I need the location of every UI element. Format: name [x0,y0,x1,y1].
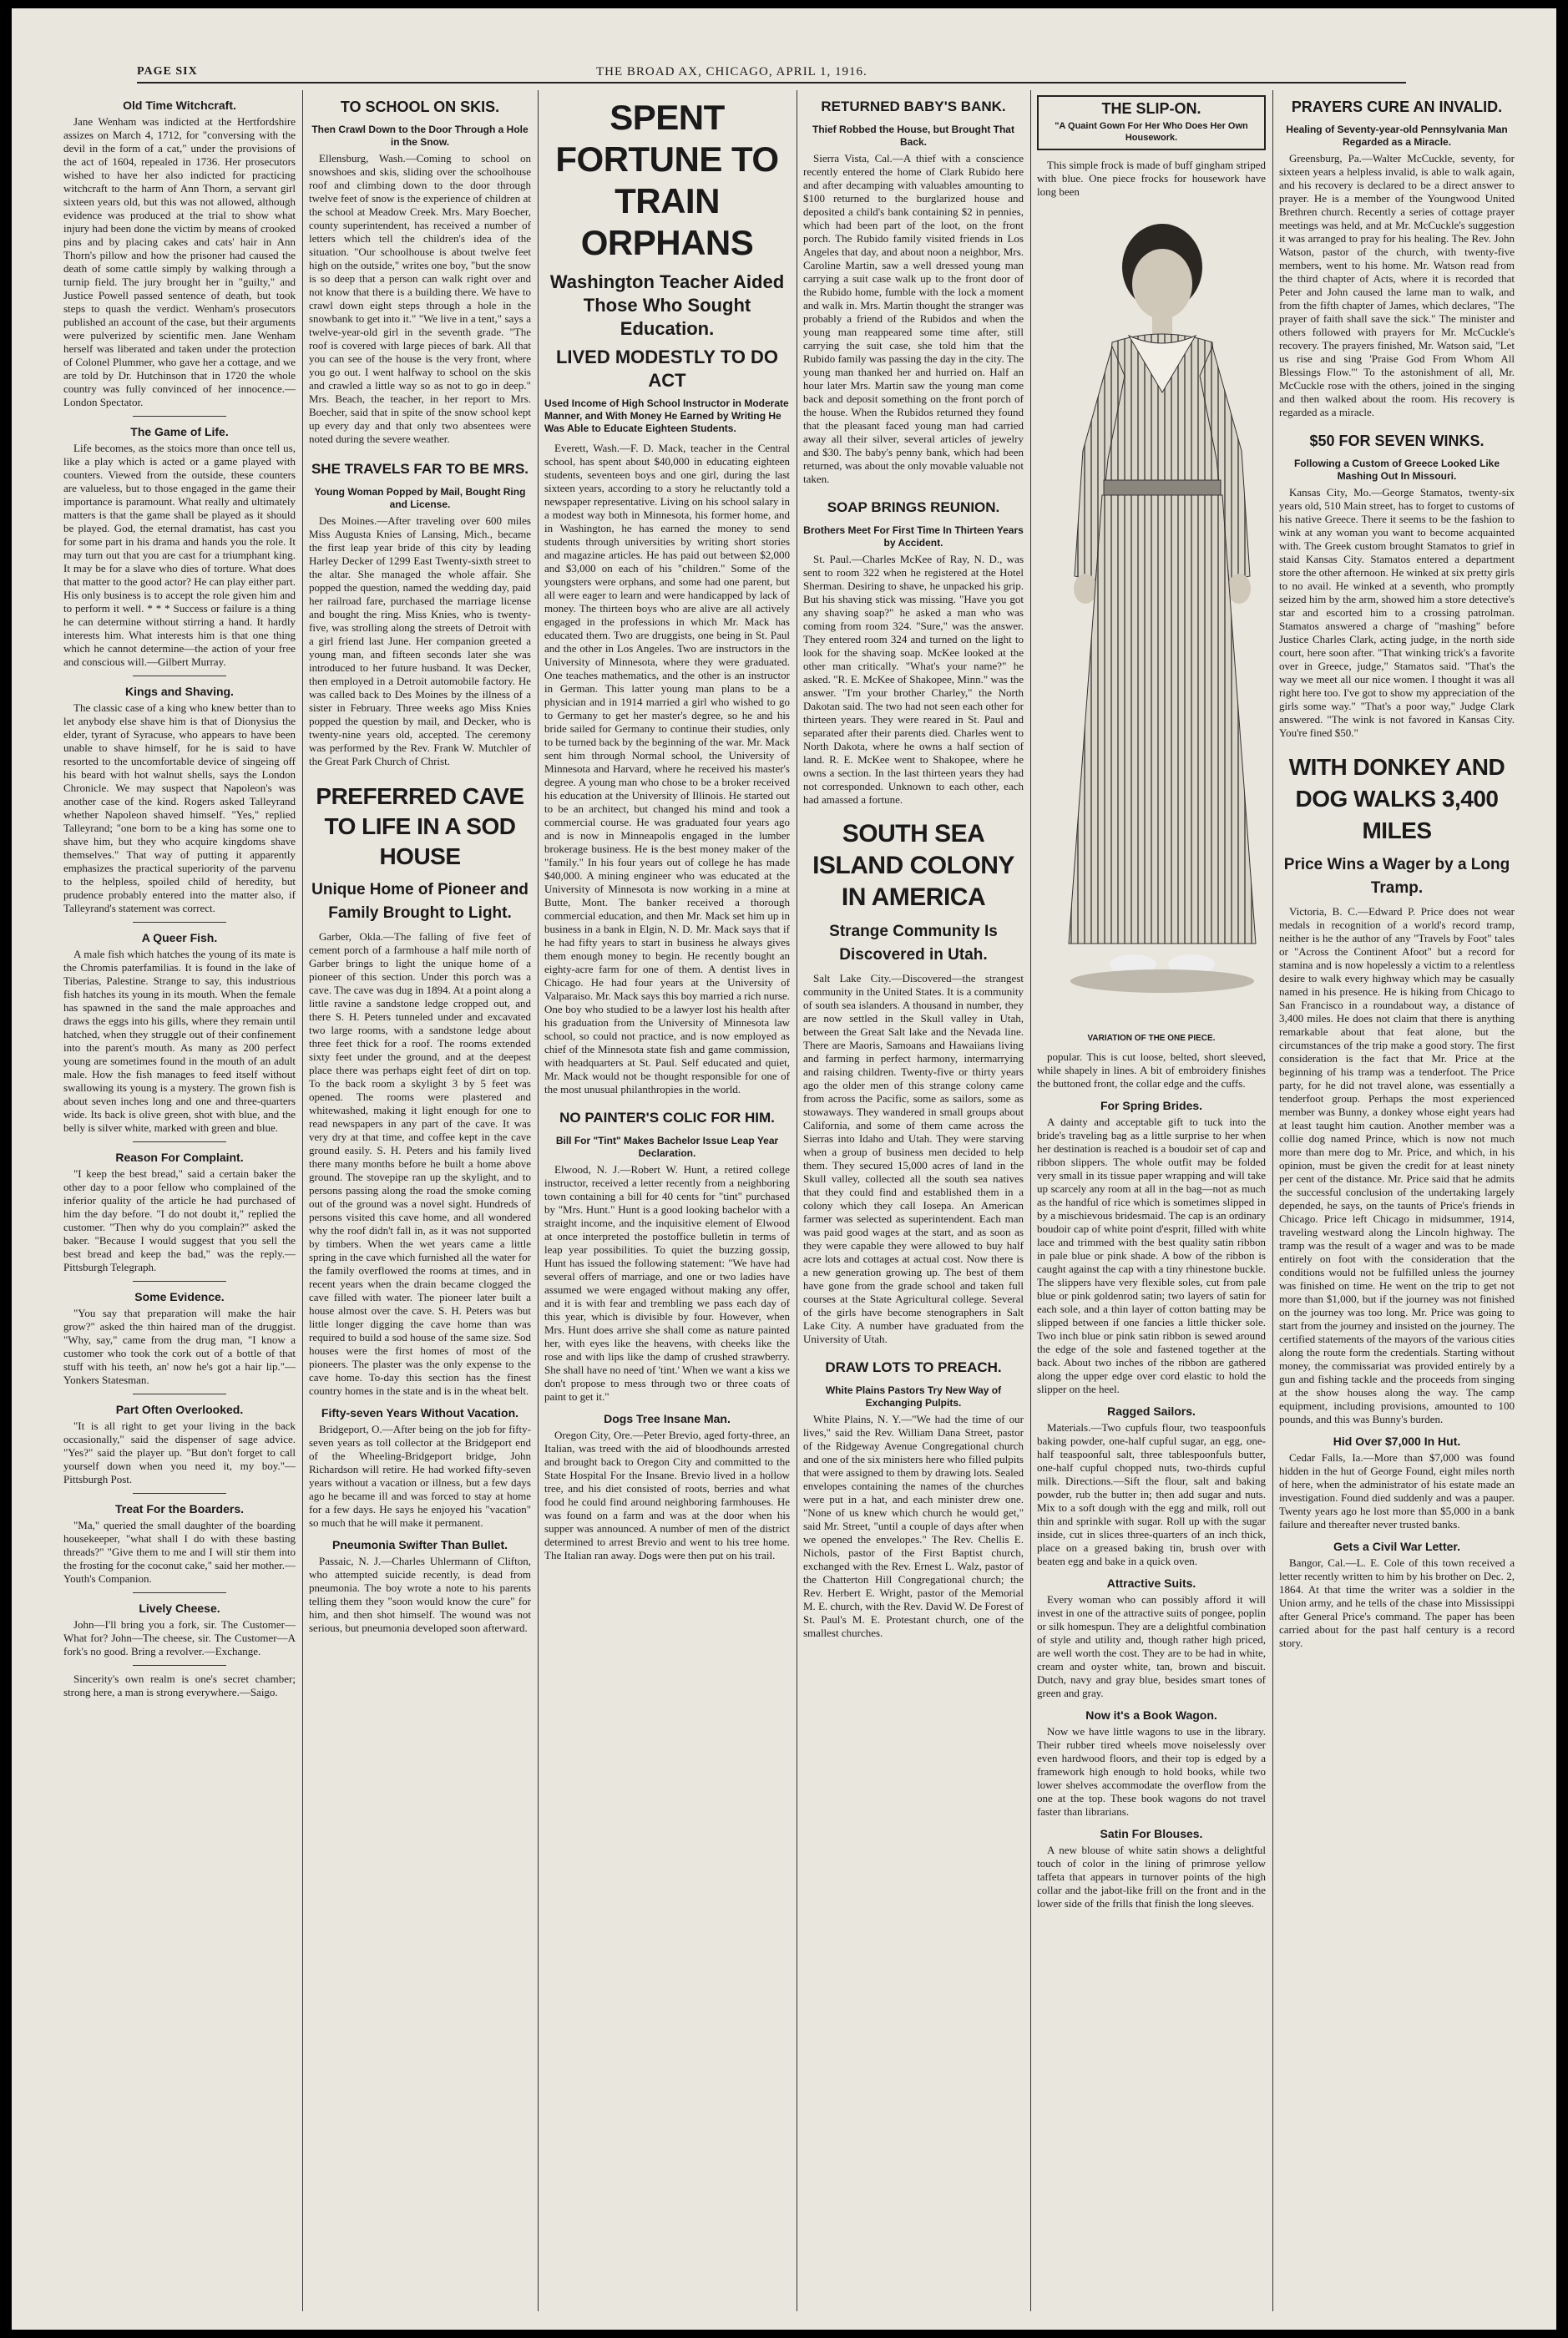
headline: NO PAINTER'S COLIC FOR HIM. [559,1110,775,1126]
article-title: A Queer Fish. [141,931,218,944]
subheadline: Unique Home of Pioneer and Family Brought to Light. [311,881,529,922]
article-body: Materials.—Two cupfuls flour, two teaspoonfuls baking powder, one-half cupful sugar, an egg, one-half teaspoonful salt, three tablespoonfuls butter, one-half cupful chopped nuts, two-thirds cupful milk. Directions.—Sift the flour, salt and baking powder, rub the butter in; then add sugar and nuts. Mix to a soft dough with the egg and milk, roll out thin and sprinkle with sugar. Roll up with the sugar inside, cut in slices three-quarters of an inch thick, place on a greased baking tin, brush over with beaten egg and bake in a quick oven. [1037,1421,1266,1567]
article-title: Satin For Blouses. [1100,1827,1203,1840]
column-2 [309,90,531,2320]
article-title: Part Often Overlooked. [115,1403,244,1416]
deck: Then Crawl Down to the Door Through a Hole in the Snow. [311,124,529,148]
article-body: John—I'll bring you a fork, sir. The Customer—What for? John—The cheese, sir. The Customer—A fork's no good. Bring a revolver.—Exchange. [63,1618,296,1657]
figure-caption: VARIATION OF THE ONE PIECE. [1087,1034,1216,1043]
headline: DRAW LOTS TO PREACH. [825,1359,1002,1375]
article-body: A male fish which hatches the young of its mate is the Chromis paterfamilias. It is found in the lake of Tiberias, Palestine. Strange to say, this industrious fish hatches its young in its mouth. When the female has spawned in the sand the male approaches and draws the eggs into his gills, where they remain until hatched, when they struggle out of their confinement into the parent's mouth. As many as 200 perfect young are sometimes found in the mouth of an adult male. How the fish manages to feed itself without swallowing its young is a mystery. The grown fish is about seven inches long and one and three-quarters wide. Its back is olive green, shot with blue, and the belly is silver white, marked with green and blue. [63,948,296,1134]
article-body: White Plains, N. Y.—"We had the time of our lives," said the Rev. William Dana Street, pastor of the Ridgeway Avenue Congregational church and one of the six ministers here who filled pulpits that were assigned to them by drawing lots. Sealed envelopes containing the names of the churches were put in a hat, and each minister drew one. "None of us knew which church he would get," said Mr. Street, "until a couple of days after when we opened the envelopes." The Rev. Chellis E. Nichols, pastor of the First Baptist church, exchanged with the Rev. Ernest L. Walz, pastor of the Chatterton Hill Congregational church; the Rev. Herbert E. Wright, pastor of the Memorial M. E. church, with the Rev. David W. De Forest of St. Paul's M. E. Protestant church, one of the smallest churches. [803,1413,1024,1639]
deck: Young Woman Popped by Mail, Bought Ring and License. [314,486,526,510]
deck: White Plains Pastors Try New Way of Exchanging Pulpits. [825,1384,1002,1409]
deck: Thief Robbed the House, but Brought That Back. [812,124,1014,148]
article-title: Some Evidence. [134,1290,225,1303]
deck: Used Income of High School Instructor in Moderate Manner, and With Money He Earned by Writing He Was Able to Educate Eighteen Students. [544,397,789,434]
article-title: Old Time Witchcraft. [123,99,236,112]
article-body: Now we have little wagons to use in the library. Their rubber tired wheels move noiselessly over even hardwood floors, and their top is edged by a framework high enough to hold books, while two lower shelves accommodate the overflow from the one at the top. These book wagons do not travel faster than librarians. [1037,1725,1266,1818]
subheadline: Price Wins a Wager by a Long Tramp. [1283,856,1510,897]
headline: SPENT FORTUNE TO TRAIN ORPHANS [555,98,779,262]
woman-in-dress-image [1037,209,1266,1027]
article-body: "You say that preparation will make the hair grow?" asked the thin haired man of the druggist. "Why, say," came from the drug man, "I know a customer who took the cork out of a bottle of that stuff with his teeth, an' now he's got a hair lip."—Yonkers Statesman. [63,1307,296,1386]
article-title: Lively Cheese. [139,1602,220,1615]
headline: WITH DONKEY AND DOG WALKS 3,400 MILES [1288,754,1505,843]
divider [133,1141,225,1142]
article-body: Bangor, Cal.—L. E. Cole of this town received a letter recently written to him by his brother on Dec. 2, 1864. At that time the writer was a soldier in the Union army, and he tells of the chase into Mississippi after General Price's command. The paper has been carried about for the past half century is a record story. [1279,1556,1515,1649]
article-title: Dogs Tree Insane Man. [604,1412,731,1425]
article-body: Passaic, N. J.—Charles Uhlermann of Clifton, who attempted suicide recently, is dead from pneumonia. The boy wrote a note to his parents telling them they "soon would know the cure" for him, and then shot himself. The wound was not serious, but pneumonia developed soon afterward. [309,1555,531,1634]
headline: RETURNED BABY'S BANK. [821,99,1006,114]
divider [133,922,225,923]
divider [133,1592,225,1593]
headline: THE SLIP-ON. [1101,100,1201,117]
article-title: Hid Over $7,000 In Hut. [1333,1435,1461,1448]
page-number: PAGE SIX [137,65,198,78]
column-rule [538,90,539,2311]
article-body: Elwood, N. J.—Robert W. Hunt, a retired college instructor, received a letter recently from a neighboring town containing a bill for 40 cents for "tint" purchased by "Mrs. Hunt." Hunt is a good looking bachelor with a straight income, and the inquisitive element of Elwood at once interpreted the postoffice bulletin in terms of leap year possibilities. To quiet the buzzing gossip, Hunt has issued the following statement: "We have had several offers of marriage, and one or two ladies have assumed we were engaged without making any offer, and it is with fear and trembling we pass each day of this year, which is divisible by four. However, when Mrs. Hunt does arrive she shall come as nature painted her, with eyes like the heavens, with cheeks like the rose and with lips like the damp of crushed strawberry. She shall have no need of 'tint.' When we want a kiss we don't propose to mess through two or three coats of paint to get it." [544,1163,790,1403]
deck: Bill For "Tint" Makes Bachelor Issue Leap Year Declaration. [555,1135,779,1159]
article-title: Kings and Shaving. [125,685,234,698]
masthead [12,8,1556,78]
article-body: A dainty and acceptable gift to tuck into the bride's traveling bag as a little surprise to her when her destination is reached is a boudoir set of cap and ribbon slippers. The whole outfit may be folded very small in its tissue paper wrapping and will take up scarcely any room at all in the bag—not as much as the handful of rice which is sometimes slipped in by a mischievous bridesmaid. The cap is an ordinary boudoir cap of white point d'esprit, filled with white lace and trimmed with the best quality satin ribbon in pale blue or pink shade. A bow of the ribbon is caught against the cap with a tiny rhinestone buckle. The slippers have very flexible soles, cut from pale blue or pink goldenrod satin; two layers of satin for each sole, and a thin layer of cotton batting may be slipped between if one fancies a little thicker sole. Two inch blue or pink satin ribbon is sewed around the edge of the sole and fastened together at the back. About two inches of the ribbon are gathered along the upper edge over cord elastic to hold the slipper on the heel. [1037,1116,1266,1395]
article-title: Pneumonia Swifter Than Bullet. [331,1538,508,1551]
article-body: Salt Lake City.—Discovered—the strangest community in the United States. It is a community of south sea islanders. A thousand in number, they are now settled in the Skull valley in Utah, between the Great Salt lake and the Nevada line. There are Maoris, Samoans and Hawaiians living and farming in perfect harmony, intermarrying and raising children. Twenty-five or thirty years ago the older men of this strange colony came from across the Pacific, some as sailors, some as stowaways. They wandered in small groups about California, and some of them came across the Sierras into Idaho and Utah. They were starving when a group of business men decided to help them. They secured 15,000 acres of land in the Skull valley, collected all the south sea natives that they could find and established them in a colony which they call Iosepa. An American farmer was selected as superintendent. Each man was paid good wages at the start, and as soon as they were capable they were allowed to buy half acre lots and cottages at actual cost. Now there is a new generation growing up. The best of them have gone from the grade school and taken full courses at the State Agricultural college. Several of the girls have become stenographers in Salt Lake City. A number have graduated from the University of Utah. [803,972,1024,1345]
article-body: "Ma," queried the small daughter of the boarding housekeeper, "what shall I do with these basting threads?" "Give them to me and I will stir them into the frosting for the coconut cake," said her mother.—Youth's Companion. [63,1519,296,1585]
article-title: The Game of Life. [130,425,229,438]
headline: $50 FOR SEVEN WINKS. [1309,433,1485,449]
article-title: Attractive Suits. [1106,1576,1196,1590]
article-body: popular. This is cut loose, belted, short sleeved, while shapely in lines. A bit of embroidery finishes the buttoned front, the collar edge and the cuffs. [1037,1050,1266,1090]
column-4 [803,90,1024,2320]
article-body: Kansas City, Mo.—George Stamatos, twenty-six years old, 510 Main street, has to forget to customs of his native Greece. There it seems to be the fashion to wink at any woman you want to become acquainted with. The Greek custom brought Stamatos to grief in staid Kansas City. Stamatos entered a department store the other afternoon. He winked at six pretty girls to no avail. He winked at a seventh, who promptly seized him by the arm, showed him a store detective's star and escorted him to a crossing patrolman. Stamatos answered a charge of "mashing" before Justice Charles Clark, acting judge, in the north side court, here soon after. "That winking trick's a favorite over in Greece, judge," Stamatos said. "That's the way we meet all our nice women. I thought it was all right here too. I've got to show my appreciation of the girls some way." "That's a poor way," Judge Clark answered. "The wink is not favored in Kansas City. You're fined $50." [1279,486,1515,739]
column-rule [1272,90,1273,2311]
headline: PRAYERS CURE AN INVALID. [1291,99,1503,115]
column-1 [63,90,296,2320]
article-body: Garber, Okla.—The falling of five feet of cement porch of a farmhouse a half mile north of Garber brings to light the unique home of a pioneer of this section. Under this porch was a cave. The cave was dug in 1894. At a point along a little ravine a sandstone ledge cropped out, and there S. H. Peters tunneled under and excavated two large rooms, with a sandstone ledge about three feet thick for a roof. The rooms extended sixty feet under the ground, and at the deepest place there was perhaps eight feet of dirt on top. To the back room a skylight 3 by 5 feet was opened. The rooms were plastered and whitewashed, making it light enough for one to read newspapers in any part of the cave. It was very dry at that time, and coffee kept in the cave ground easily. S. H. Peters and his family lived there many months before he built a home above ground. The stovepipe ran up the skylight, and to persons passing along the road the smoke coming out of the ground was a novel sight. Hundreds of persons visited this cave home, and all wondered why the roof didn't fall in, as it was not supported by timbers. When the wet years came a little spring in the cave which furnished all the water for the family overflowed the rooms at times, and in recent years when the drain became clogged the cave filled with water. The pioneer later built a house almost over the cave. S. H. Peters was but little longer digging the cave home than was required to build a sod house of the same size. Sod houses were the first homes of most of the pioneers. The plaster was the only expense to the cave home. To-day this section has the finest country homes in the state and is in the wheat belt. [309,930,531,1397]
headline: PREFERRED CAVE TO LIFE IN A SOD HOUSE [316,783,524,869]
deck: Following a Custom of Greece Looked Like Mashing Out In Missouri. [1293,458,1500,482]
article-body: Cedar Falls, Ia.—More than $7,000 was found hidden in the hut of George Found, eight miles north of here, when the administrator of his estate made an investigation. Found died suddenly and was a pauper. Twenty years ago he lost more than $5,000 in a bank failure and thereafter never trusted banks. [1279,1451,1515,1531]
article-body: Des Moines.—After traveling over 600 miles Miss Augusta Knies of Lansing, Mich., became the first leap year bride of this city by leading Harley Decker of 1299 East Twenty-sixth street to the altar. She managed the whole affair. She popped the question, named the wedding day, paid her railroad fare, purchased the marriage license and bought the ring. Miss Knies, who is twenty-five, was strolling along the streets of Detroit with a girl friend last June. Her companion greeted a young man, and fifteen seconds later she was introduced to her future husband. It was Decker, then employed in a Detroit automobile factory. He was called back to Des Moines by the illness of a sister in February. Three weeks ago Miss Knies popped the question by mail, and Decker, who is twenty-nine years old, accepted. The ceremony was performed by the Rev. Frank W. Mutchler of the Great Park Church of Christ. [309,514,531,767]
article-body: "It is all right to get your living in the back occasionally," said the dispenser of sage advice. "Yes?" said the player up. "But don't forget to call yourself down when you need it, my boy."—Pittsburgh Post. [63,1420,296,1485]
article-body: The classic case of a king who knew better than to let anybody else shave him is that of Dionysius the elder, tyrant of Syracuse, who appears to have been unable to shave himself, for he is said to have resorted to the uncomfortable device of singeing off his beard with hot walnut shells, says the London Chronicle. We may suspect that Napoleon's was another case of the kind. Rogers asked Talleyrand whether Napoleon shaved himself. "Yes," replied Talleyrand; "one born to be a king has some one to shave him, but they who acquire kingdoms shave themselves." That way of putting it apparently emphasizes the practical superiority of the parvenu to the helpless, spoiled child of heredity, but prudence probably entered into the matter also, if Talleyrand's statement was correct. [63,701,296,914]
subheadline: LIVED MODESTLY TO DO ACT [555,347,779,391]
boxed-header [1037,95,1266,150]
column-3 [544,90,790,2320]
article-title: Ragged Sailors. [1107,1404,1196,1418]
subheadline: Strange Community Is Discovered in Utah. [829,923,998,964]
article-title: Reason For Complaint. [115,1151,244,1164]
article-body: "I keep the best bread," said a certain baker the other day to a poor fellow who complained of the inferior quality of the article he had purchased of him the day before. "I do not doubt it," replied the customer. "Then why do you complain?" asked the baker. "Because I would suggest that you sell the best bread and keep the bad," was the reply.—Pittsburgh Telegraph. [63,1167,296,1273]
divider [133,1493,225,1494]
headline: SHE TRAVELS FAR TO BE MRS. [311,461,529,477]
article-body: St. Paul.—Charles McKee of Ray, N. D., was sent to room 322 when he registered at the Hotel Sherman. Desiring to shave, he unpacked his grip. But his shaving stick was missing. "Have you got any shaving soap?" he asked a man who was coming from room 324. "Sure," was the answer. They entered room 324 and turned on the light to look for the shaving soap. McKee looked at the other man critically. "What's your name?" he asked. "R. E. McKee of Shakopee, Minn." was the answer. "I'm your brother Charley," the North Dakotan said. The two had not seen each other for thirteen years. They were reared in St. Paul and separated after their parents died. Charles went to North Dakota, where he owns a half section of land. R. E. McKee went to Shakopee, where he owns a section. In the last thirteen years they had not corresponded. Unknown to each other, each had amassed a fortune. [803,553,1024,806]
article-title: Now it's a Book Wagon. [1085,1708,1217,1722]
deck: Brothers Meet For First Time In Thirteen Years by Accident. [803,524,1024,549]
article-body: Victoria, B. C.—Edward P. Price does not wear medals in recognition of a world's record tramp, neither is he the author of any "Travels by Foot" tales or "Across the Continent Afoot" but a record for stamina and is now hopelessly a victim to a relentless desire to walk every highway which may be casually named in his presence. He is hiking from Chicago to San Francisco in a roundabout way, a distance of 3,400 miles. He does not claim that there is anything remarkable about that feat alone, but the circumstances of the trip make a good story. The first consideration is the fact that Mr. Price at the beginning of his tramp was a tenderfoot. The Price party, for he did not travel alone, was essentially a tenderfoot group. Perhaps the most experienced member was Bunny, a donkey whose eight years had at least taught him caution. Another member was a collie dog named Prince, which is now not much more than mere dog to Mr. Price, and which, in his opinion, must be given the credit for at least ninety per cent of the distance. Mr. Price said that he admits the successful conclusion of the undertaking largely depended, he says, on the taunts of Price's friends in Chicago. Price left Chicago in midsummer, 1914, traveling westward along the Lincoln highway. The tramp was the result of a wager and was to be made entirely on foot with the consideration that the conditions would not be fulfilled unless the journey was finished on time. He went on the trip to get not more than $1,000, but if the journey was not finished on the journey was too long. Mr. Price was going to start from the journey and insisted on the journey. The certified statements of the mayors of the various cities along the route form the credentials. Starting without money, the commissariat was provided entirely by a gun and fishing tackle and the proceeds from singing at the show houses along the way. The camp equipment, including provisions, amounted to 100 pounds, and this was Bunny's burden. [1279,905,1515,1425]
article-body: Bridgeport, O.—After being on the job for fifty-seven years as toll collector at the Bridgeport end of the Wheeling-Bridgeport bridge, John Richardson will retire. He had worked fifty-seven years without a vacation or illness, but a few days ago he became ill and was forced to stay at home for a few days. He says he enjoyed his "vacation" so much that he will make it permanent. [309,1423,531,1529]
article-title: Treat For the Boarders. [114,1502,245,1516]
paper-dateline: THE BROAD AX, CHICAGO, APRIL 1, 1916. [596,65,867,78]
headline: TO SCHOOL ON SKIS. [340,99,500,115]
dress-illustration [1037,209,1266,1027]
deck: "A Quaint Gown For Her Who Does Her Own Housework. [1055,121,1248,143]
article-body: Every woman who can possibly afford it will invest in one of the attractive suits of pongee, poplin or silk homespun. They are a delightful combination of style and utility and, though rather high priced, are well worth the cost. They are to be had in white, cream and oyster white, tan, brown and biscuit. Dutch, navy and gray blue, besides smart tones of green and gray. [1037,1593,1266,1699]
divider [133,1665,225,1666]
article-body: Sincerity's own realm is one's secret chamber; strong here, a man is strong everywhere.—Saigo. [63,1673,296,1698]
column-5 [1037,90,1266,2320]
article-body: Everett, Wash.—F. D. Mack, teacher in the Central school, has spent about $40,000 in educating eighteen students, seventeen boys and one girl, during the last sixteen years, according to a story he reluctantly told a newspaper representative. Living on his school salary in a modest way both in Minnesota, his former home, and in Washington, he has earned the money to send students through universities by writing short stories and magazine articles. He has paid out between $2,000 and $3,000 on each of his "children." Some of the youngsters were orphans, and some had one parent, but all were eager to learn and were handicapped by lack of money. The thirteen boys who are alive are all actively engaged in the professions in which Mr. Mack has educated them. Two are druggists, one being in St. Paul and the other in Los Angeles. Two are instructors in the University of Minnesota, where they were graduated. One teaches mathematics, and the other is an instructor in German. This latter young man plans to be a physician and in 1914 married a girl who wished to go to Germany to get her master's degree, so he and his bride sailed for Germany to continue their studies, only to be turned back by the beginning of the war. Mr. Mack sent him through Normal school, the University of Minnesota and Harvard, where he received his master's degree. A young man who chose to be a broker received his education at the University of Illinois. He started out to be an architect, but changed his mind and took a commercial course. He was graduated four years ago and is now in Minneapolis engaged in the lumber brokerage business. He is the best money maker of the "family." In his four years out of college he has made $40,000. A mining engineer who was educated at the University of Minnesota is now working in a mine at Butte, Mont. The banker received a thorough commercial education, and then Mr. Mack set him up in business in a bank in Elgin, N. D. Mr. Mack says that if he had fifty years to start in business he always gives them enough money to begin. He recently bought an eighty-acre farm for one of them. A dentist lives in Chicago. He had four years at the University of Valparaiso. Mr. Mack says this boy married a rich nurse. One boy who studied to be a lawyer lost his health after his graduation from the University of Minnesota law school, so could not practice, and is now employed as chief of the Minnesota state fish and game commission, with headquarters at St. Paul. Self educated and quiet, Mr. Mack would not be thought responsible for one of the most unusual philanthropies in the world. [544,442,790,1096]
headline: SOUTH SEA ISLAND COLONY IN AMERICA [812,820,1014,911]
article-body: Sierra Vista, Cal.—A thief with a conscience recently entered the home of Clark Rubido here and after decamping with valuables amounting to $100 returned to the burglarized house and deposited a child's bank containing $2 in pennies, which had been part of the loot, on the front porch. The Rubido family visited friends in Los Angeles that day, and about noon a neighbor, Mrs. Caroline Martin, saw a well dressed young man carrying a suit case walk up to the front door of the Rubido home, fumble with the lock a moment and walk in. Mrs. Martin thought the stranger was probably a friend of the Rubidos and when the young man reappeared some time after, still carrying the suit case, she told him that the Rubido family was passing the day in the city. The young man thanked her and hurried on. Half an hour later Mrs. Martin saw the young man come back and deposit something on the front porch of the house. When the Rubidos returned they found that the pleasant faced young man had carried away all their silver, several articles of jewelry and $30. The baby's penny bank, which had been returned, was about the only movable valuable not taken. [803,152,1024,485]
column-rule [1030,90,1031,2311]
article-title: For Spring Brides. [1100,1099,1203,1112]
deck: Healing of Seventy-year-old Pennsylvania Man Regarded as a Miracle. [1286,124,1508,148]
article-body: Jane Wenham was indicted at the Hertfordshire assizes on March 4, 1712, for "conversing with the devil in the form of a cat," under the provisions of the act of 1604, repealed in 1736. Her prosecutors wished to have her also indicted for practicing witchcraft to the harm of Ann Thorn, a servant girl sixteen years old, but this was not allowed, although evidence was produced at the trial to show what injury had been done the victim by means of crooked pins and by placing cakes and cats' hair in Ann Thorn's pillow and how the prisoner had caused the death of some cattle simply by walking through a turnip field. The jury brought her in "guilty," and Justice Powell passed sentence of death, but took steps to quash the verdict. Wenham's prosecutors published an account of the case, but their arguments were pulverized by scientific men. Jane Wenham herself was liberated and taken under the protection of Colonel Plummer, who gave her a cottage, and we are told by Dr. Hutchinson that in 1720 the whole country was fully convinced of her innocence.—London Spectator. [63,115,296,408]
column-rule [302,90,303,2311]
article-body: Greensburg, Pa.—Walter McCuckle, seventy, for sixteen years a helpless invalid, is able to walk again, and his recovery is declared to be a direct answer to prayer. He is a member of the Youngwood United Brethren church. Recently a series of cottage prayer meetings was held, and at Mr. McCuckle's suggestion it was arranged to pray for his healing. The Rev. John Watson, pastor of the church, with twenty-five members, went to his home. Mr. Watson read from the third chapter of Acts, where it is recorded that Peter and John caused the lame man to walk, and from the fifth chapter of James, which declares, "The prayer of faith shall save the sick." The minister and others followed with prayers for Mr. McCuckle's recovery. The prayers finished, Mr. Watson said, "Let us rise and sing 'Praise God From Whom All Blessings Flow.'" To the astonishment of all, Mr. McCuckle rose with the others, joined in the singing and then walked about the room. His recovery is regarded as a miracle. [1279,152,1515,418]
article-body: This simple frock is made of buff gingham striped with blue. One piece frocks for housework have long been [1037,159,1266,198]
divider [133,1281,225,1282]
headline: SOAP BRINGS REUNION. [827,499,1000,515]
article-title: Gets a Civil War Letter. [1333,1540,1460,1553]
top-rule [137,82,1406,84]
newspaper-page [12,8,1556,2330]
article-body: A new blouse of white satin shows a delightful touch of color in the lining of primrose yellow taffeta that appears in turnover points of the high collar and the jabot-like frill on the front and in the lower side of the frills that finish the long sleeves. [1037,1844,1266,1910]
article-body: Oregon City, Ore.—Peter Brevio, aged forty-three, an Italian, was treed with the aid of bloodhounds arrested and brought back to Oregon City and committed to the State Hospital For the Insane. Brevio lived in a hollow tree, and his diet consisted of roots, berries and what food he could find around neighboring farmhouses. He was found on a farm and was at the door when his supper was announced. A number of men of the district determined to arrest Brevio and went to his tree home. The Italian ran away. Dogs were then put on his trail. [544,1429,790,1561]
article-body: Life becomes, as the stoics more than once tell us, like a play which is acted or a game played with counters. Viewed from the outside, these counters are valueless, but to those engaged in the game their importance is paramount. What really and ultimately matters is that the game shall be played as it should be played. God, the eternal dramatist, has cast you for some part in his drama and hands you the role. It may turn out that you are cast for a triumphant king. It may be for a slave who dies of torture. What does that matter to the good actor? He can play either part. His only business is to accept the role given him and to perform it well. * * * Success or failure is a thing he can determine without stirring a hand. It hardly interests him. What interests him is that one thing which he cannot determine—the action of your free and conscious will.—Gilbert Murray. [63,442,296,668]
column-6 [1279,90,1515,2320]
article-body: Ellensburg, Wash.—Coming to school on snowshoes and skis, sliding over the schoolhouse roof and climbing down to the door through twelve feet of snow is the experience of children at the school at Meadow Creek. Mrs. Mary Boecher, county superintendent, has received a number of letters which tell the children's idea of the situation. "Our schoolhouse is about twelve feet high on the outside," writes one boy, "but the snow is so deep that a person can walk right over and not know that there is a building there. We have to crawl down eight steps through a hole in the snowbank to get into it." "We live in a tent," says a twelve-year-old girl in the seventh grade. "The roof is covered with large pieces of bark. All that you can see of the house is the very front, where you go out. I went halfway to school on the skis and crawled a little way so as not to go in deep." Mrs. Beach, the teacher, in her report to Mrs. Boecher, said that in spite of the snow school kept up every day and that only two absentees were noted during the severe weather. [309,152,531,445]
divider [133,416,225,417]
subheadline: Washington Teacher Aided Those Who Sought Education. [549,271,785,339]
article-title: Fifty-seven Years Without Vacation. [321,1406,519,1420]
